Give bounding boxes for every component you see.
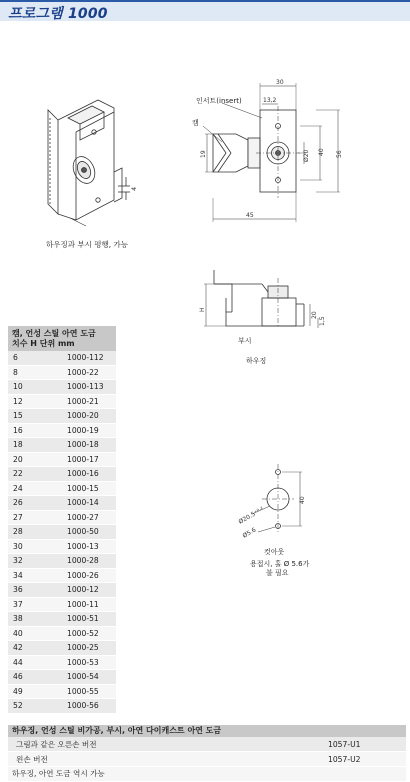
- table-row: [8, 453, 116, 468]
- part-number-cell: 1000-15: [67, 483, 99, 493]
- part-number-cell: 1000-16: [67, 469, 99, 479]
- table-row: [8, 409, 116, 424]
- svg-text:13,2: 13,2: [263, 97, 277, 104]
- isometric-drawing: [48, 100, 130, 226]
- dimension-h-cell: 42: [13, 643, 23, 653]
- table-row: [8, 351, 116, 366]
- dimension-h-cell: 12: [13, 396, 23, 406]
- dimension-h-cell: 24: [13, 483, 23, 493]
- cam-table-header: 캠, 언성 스틸 아연 도금 치수 H 단위 mm: [8, 326, 116, 351]
- table-row: [8, 380, 116, 395]
- technical-drawings: [0, 22, 410, 328]
- title-bar: [0, 0, 410, 21]
- part-number-cell: 1000-17: [67, 454, 99, 464]
- table-row: [8, 612, 116, 627]
- table-row: [8, 670, 116, 685]
- table-row: [8, 554, 116, 569]
- dimension-h-cell: 49: [13, 686, 23, 696]
- part-number-cell: 1000-53: [67, 657, 99, 667]
- cutout-note-1: 용접시, 홀 Ø 5.6가: [250, 560, 310, 568]
- part-number-cell: 1000-56: [67, 701, 99, 711]
- part-number-cell: 1000-52: [67, 628, 99, 638]
- table-row: [8, 496, 116, 511]
- part-number-cell: 1000-28: [67, 556, 99, 566]
- svg-text:45: 45: [246, 212, 254, 219]
- iso-caption: 하우징과 부시 평행, 가능: [46, 240, 128, 249]
- dimension-h-cell: 16: [13, 425, 23, 435]
- housing-table-header: 하우징, 언성 스틸 비가공, 부시, 아연 다이캐스트 아연 도금: [8, 725, 406, 737]
- dimension-h-cell: 27: [13, 512, 23, 522]
- cam-label: 캠: [192, 119, 199, 127]
- cutout-dimensions: [238, 496, 307, 540]
- dimension-h-cell: 32: [13, 556, 23, 566]
- part-number-cell: 1000-112: [67, 353, 104, 363]
- dimension-h-cell: 8: [13, 367, 18, 377]
- dimension-h-cell: 18: [13, 440, 23, 450]
- cutout-drawing: [252, 464, 302, 534]
- part-number-cell: 1000-25: [67, 643, 99, 653]
- part-number-cell: 1000-12: [67, 585, 99, 595]
- table-row: [8, 699, 116, 714]
- table-row: [8, 395, 116, 410]
- part-number-cell: 1000-51: [67, 614, 99, 624]
- table-row: [8, 583, 116, 598]
- table-row: [8, 482, 116, 497]
- table-row: [8, 752, 406, 767]
- part-number-cell: 1000-13: [67, 541, 99, 551]
- page-title: 프로그램 1000: [8, 6, 108, 22]
- part-number-cell: 1000-19: [67, 425, 99, 435]
- part-number-cell: 1000-113: [67, 382, 104, 392]
- part-number-cell: 1000-54: [67, 672, 99, 682]
- table-row: [8, 598, 116, 613]
- svg-text:40: 40: [318, 148, 325, 156]
- table-row: [8, 569, 116, 584]
- housing-table-body: [8, 737, 406, 767]
- svg-text:20: 20: [311, 311, 318, 319]
- part-number-cell: 1000-50: [67, 527, 99, 537]
- part-number-cell: 1000-11: [67, 599, 99, 609]
- svg-text:Ø5.6: Ø5.6: [241, 526, 258, 540]
- part-number-cell: 1000-27: [67, 512, 99, 522]
- dimension-h-cell: 37: [13, 599, 23, 609]
- table-row: [8, 438, 116, 453]
- part-number-cell: 1000-14: [67, 498, 99, 508]
- svg-text:30: 30: [276, 79, 284, 86]
- housing-label: 하우징: [246, 357, 267, 365]
- svg-text:40: 40: [299, 496, 306, 504]
- svg-text:1,5: 1,5: [319, 316, 326, 326]
- dimension-h-cell: 40: [13, 628, 23, 638]
- part-number-cell: 1000-26: [67, 570, 99, 580]
- cutout-note-2: 불 필요: [266, 569, 289, 577]
- dimension-h-cell: 22: [13, 469, 23, 479]
- dimension-h-cell: 46: [13, 672, 23, 682]
- dimension-h-cell: 28: [13, 527, 23, 537]
- table-row: [8, 511, 116, 526]
- dimension-h-cell: 30: [13, 541, 23, 551]
- version-description-cell: 왼손 버전: [16, 754, 48, 764]
- dimension-h-cell: 34: [13, 570, 23, 580]
- part-number-cell: 1057-U1: [328, 739, 361, 749]
- housing-plain-label: 부시: [238, 337, 252, 345]
- part-number-cell: 1000-18: [67, 440, 99, 450]
- svg-text:H: H: [199, 307, 206, 312]
- part-number-cell: 1000-21: [67, 396, 99, 406]
- housing-table-note: 하우징, 아연 도금 역시 가능: [8, 767, 406, 781]
- table-row: [8, 641, 116, 656]
- part-number-cell: 1000-20: [67, 411, 99, 421]
- dimension-h-cell: 6: [13, 353, 18, 363]
- svg-text:Ø20: Ø20: [303, 149, 310, 162]
- table-row: [8, 366, 116, 381]
- part-number-cell: 1057-U2: [328, 754, 361, 764]
- svg-text:Ø20.5⁺⁰·²: Ø20.5⁺⁰·²: [237, 505, 266, 526]
- dimension-h-cell: 36: [13, 585, 23, 595]
- table-row: [8, 656, 116, 671]
- table-row: [8, 424, 116, 439]
- dimension-h-cell: 38: [13, 614, 23, 624]
- table-row: [8, 685, 116, 700]
- svg-text:19: 19: [200, 150, 207, 158]
- dimension-h-cell: 44: [13, 657, 23, 667]
- table-row: [8, 737, 406, 752]
- dimension-h-cell: 20: [13, 454, 23, 464]
- side-view-dimensions: [199, 307, 326, 326]
- part-number-cell: 1000-22: [67, 367, 99, 377]
- housing-table: [8, 725, 406, 781]
- table-row: [8, 540, 116, 555]
- cutout-title: 컷아웃: [264, 548, 285, 556]
- version-description-cell: 그림과 같은 오른손 버전: [16, 739, 97, 749]
- dimension-h-cell: 26: [13, 498, 23, 508]
- dim-iso-4: 4: [130, 186, 138, 191]
- part-number-cell: 1000-55: [67, 686, 99, 696]
- table-row: [8, 525, 116, 540]
- table-row: [8, 627, 116, 642]
- cam-dimension-table: [8, 326, 116, 714]
- dimension-h-cell: 52: [13, 701, 23, 711]
- side-assembly-drawing: [204, 270, 318, 328]
- cam-table-body: [8, 351, 116, 714]
- insert-label: 인서트(insert): [196, 97, 242, 105]
- dimension-h-cell: 10: [13, 382, 23, 392]
- dimension-h-cell: 15: [13, 411, 23, 421]
- table-row: [8, 467, 116, 482]
- svg-text:56: 56: [336, 150, 343, 158]
